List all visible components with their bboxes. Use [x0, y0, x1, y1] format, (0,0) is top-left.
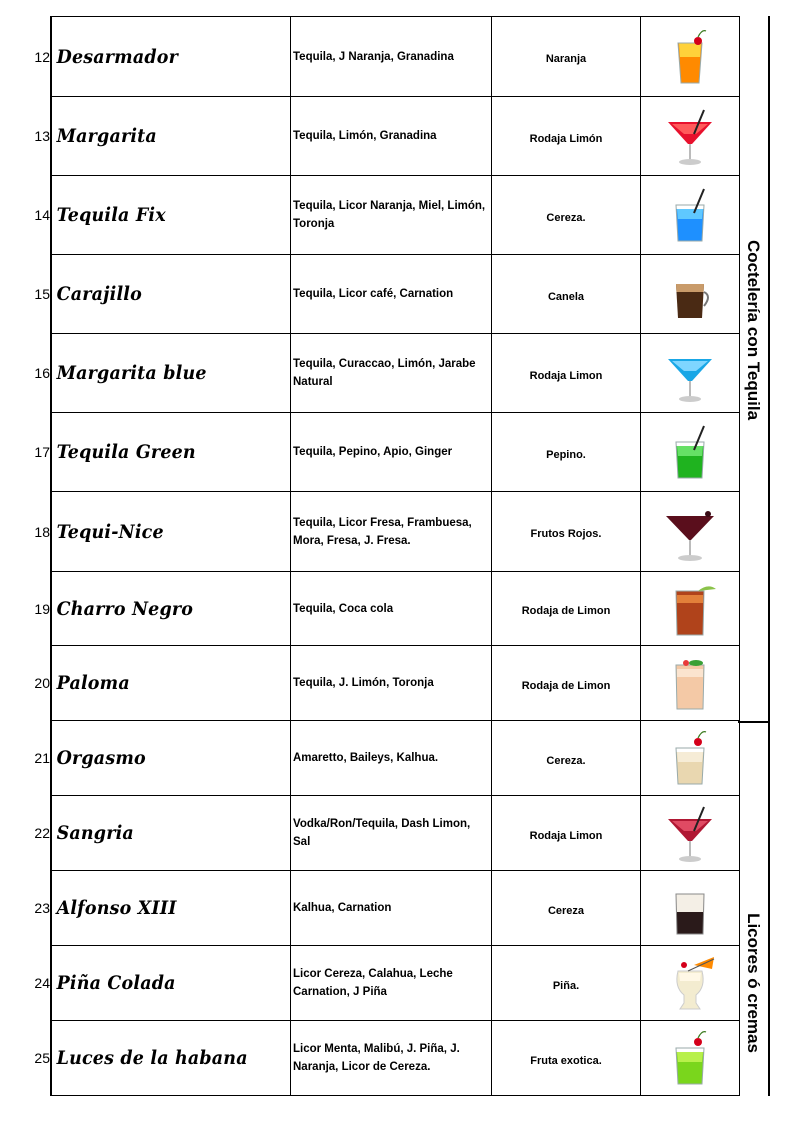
cocktail-image-cell [641, 17, 740, 97]
cocktail-name-cell [34, 97, 291, 176]
cocktail-glass-icon [641, 104, 739, 168]
garnish-text: Cereza. [546, 211, 586, 224]
table-row [51, 97, 740, 176]
table-row [51, 871, 740, 946]
cocktail-name-cell [34, 721, 291, 796]
row-number: 24 [34, 975, 50, 991]
cocktail-name: Tequila Fix [56, 204, 166, 226]
row-number: 16 [34, 365, 50, 381]
garnish-cell [492, 413, 641, 492]
ingredients-cell [291, 17, 492, 97]
garnish-text: Naranja [545, 53, 587, 65]
ingredients-text: Tequila, J Naranja, Granadina [293, 50, 454, 63]
garnish-cell [492, 97, 641, 176]
garnish-cell [492, 871, 641, 946]
cocktail-glass-icon [641, 262, 739, 326]
row-number: 21 [34, 750, 50, 766]
table-row [51, 492, 740, 572]
garnish-text: Fruta exotica. [530, 1054, 602, 1067]
cocktail-name-cell [34, 176, 291, 255]
cocktail-name-cell [34, 572, 291, 646]
cocktail-name-cell [34, 946, 291, 1021]
garnish-cell [492, 17, 641, 97]
ingredients-cell [291, 572, 492, 646]
row-number: 22 [34, 825, 50, 841]
cocktail-name-cell [34, 646, 291, 721]
cocktail-menu-table [34, 16, 740, 1096]
ingredients-text: Tequila, Licor Fresa, Frambuesa, Mora, Fresa, J. Fresa. [293, 516, 472, 547]
garnish-text: Piña. [552, 979, 580, 992]
cocktail-image-cell [641, 1021, 740, 1096]
cocktail-image-cell [641, 492, 740, 572]
cocktail-name-cell [34, 1021, 291, 1096]
row-number: 25 [34, 1050, 50, 1066]
ingredients-text: Tequila, Pepino, Apio, Ginger [293, 446, 453, 458]
cocktail-glass-icon [641, 25, 739, 89]
cocktail-glass-icon [641, 577, 739, 641]
garnish-text: Rodaja de Limon [521, 605, 611, 617]
row-number: 23 [34, 900, 50, 916]
cocktail-name: Sangria [56, 822, 134, 844]
garnish-text: Rodaja de Limon [521, 679, 611, 692]
ingredients-text: Licor Cereza, Calahua, Leche Carnation, J Piña [293, 968, 453, 998]
garnish-cell [492, 492, 641, 572]
table-row [51, 796, 740, 871]
table-row [51, 413, 740, 492]
ingredients-cell [291, 946, 492, 1021]
cocktail-name: Luces de la habana [56, 1047, 248, 1069]
cocktail-glass-icon [641, 726, 739, 790]
cocktail-image-cell [641, 334, 740, 413]
cocktail-name: Desarmador [56, 45, 179, 68]
table-row [51, 334, 740, 413]
ingredients-cell [291, 721, 492, 796]
cocktail-name: Alfonso XIII [56, 897, 177, 919]
ingredients-text: Tequila, J. Limón, Toronja [293, 677, 434, 689]
cocktail-image-cell [641, 946, 740, 1021]
cocktail-name-cell [34, 796, 291, 871]
garnish-cell [492, 1021, 641, 1096]
ingredients-text: Vodka/Ron/Tequila, Dash Limon, Sal [293, 818, 471, 848]
garnish-text: Rodaja Limon [529, 369, 603, 382]
cocktail-glass-icon [641, 341, 739, 405]
garnish-cell [492, 572, 641, 646]
cocktail-image-cell [641, 871, 740, 946]
section-divider [738, 721, 770, 723]
garnish-cell [492, 721, 641, 796]
table-row [51, 176, 740, 255]
cocktail-image-cell [641, 255, 740, 334]
garnish-text: Pepino. [546, 448, 586, 461]
cocktail-name: Margarita blue [56, 362, 207, 384]
garnish-cell [492, 796, 641, 871]
garnish-cell [492, 176, 641, 255]
cocktail-name-cell [34, 255, 291, 334]
table-row [51, 255, 740, 334]
cocktail-glass-icon [641, 420, 739, 484]
cocktail-image-cell [641, 646, 740, 721]
cocktail-image-cell [641, 796, 740, 871]
garnish-text: Cereza [547, 904, 585, 917]
table-row [51, 1021, 740, 1096]
cocktail-glass-icon [641, 801, 739, 865]
ingredients-text: Tequila, Licor café, Carnation [293, 288, 454, 300]
ingredients-cell [291, 334, 492, 413]
ingredients-text: Licor Menta, Malibú, J. Piña, J. Naranja, Licor de Cereza. [293, 1043, 460, 1073]
cocktail-name: Tequila Green [56, 441, 196, 463]
cocktail-image-cell [641, 413, 740, 492]
table-row [51, 721, 740, 796]
cocktail-name: Orgasmo [56, 747, 146, 769]
table-row [51, 946, 740, 1021]
ingredients-text: Tequila, Limón, Granadina [293, 130, 437, 142]
cocktail-name-cell [34, 334, 291, 413]
cocktail-name-cell [34, 871, 291, 946]
cocktail-name-cell [34, 413, 291, 492]
cocktail-glass-icon [641, 1026, 739, 1090]
row-number: 15 [34, 286, 50, 302]
garnish-text: Frutos Rojos. [530, 528, 602, 540]
garnish-text: Canela [547, 290, 585, 303]
ingredients-cell [291, 255, 492, 334]
garnish-cell [492, 646, 641, 721]
garnish-cell [492, 255, 641, 334]
row-number: 12 [34, 48, 50, 65]
row-number: 20 [34, 675, 50, 691]
cocktail-glass-icon [641, 500, 739, 564]
ingredients-text: Amaretto, Baileys, Kalhua. [293, 752, 439, 764]
garnish-text: Rodaja Limón [529, 132, 603, 145]
ingredients-cell [291, 871, 492, 946]
cocktail-image-cell [641, 721, 740, 796]
cocktail-name: Piña Colada [56, 972, 176, 994]
row-number: 17 [34, 444, 50, 460]
cocktail-name: Paloma [56, 672, 130, 694]
ingredients-cell [291, 413, 492, 492]
row-number: 14 [34, 207, 50, 223]
cocktail-name: Carajillo [56, 283, 142, 305]
cocktail-image-cell [641, 97, 740, 176]
cocktail-glass-icon [641, 951, 739, 1015]
cocktail-name: Tequi-Nice [56, 520, 164, 543]
cocktail-glass-icon [641, 651, 739, 715]
ingredients-text: Kalhua, Carnation [293, 902, 392, 914]
garnish-cell [492, 334, 641, 413]
garnish-cell [492, 946, 641, 1021]
section-line [768, 16, 770, 1096]
cocktail-name: Charro Negro [56, 597, 194, 620]
ingredients-cell [291, 646, 492, 721]
table-row [51, 17, 740, 97]
table-row [51, 572, 740, 646]
cocktail-name-cell [34, 17, 291, 97]
row-number: 18 [34, 523, 50, 540]
cocktail-image-cell [641, 176, 740, 255]
ingredients-cell [291, 97, 492, 176]
cocktail-name-cell [34, 492, 291, 572]
ingredients-cell [291, 176, 492, 255]
ingredients-cell [291, 492, 492, 572]
row-number: 19 [34, 600, 50, 617]
cocktail-name: Margarita [56, 125, 157, 147]
ingredients-text: Tequila, Licor Naranja, Miel, Limón, Toronja [293, 200, 486, 230]
cocktail-glass-icon [641, 876, 739, 940]
ingredients-text: Tequila, Curaccao, Limón, Jarabe Natural [293, 358, 476, 388]
row-number: 13 [34, 128, 50, 144]
table-row [51, 646, 740, 721]
ingredients-text: Tequila, Coca cola [293, 602, 394, 615]
ingredients-cell [291, 796, 492, 871]
garnish-text: Cereza. [546, 754, 586, 767]
cocktail-image-cell [641, 572, 740, 646]
cocktail-glass-icon [641, 183, 739, 247]
garnish-text: Rodaja Limon [529, 829, 603, 842]
ingredients-cell [291, 1021, 492, 1096]
